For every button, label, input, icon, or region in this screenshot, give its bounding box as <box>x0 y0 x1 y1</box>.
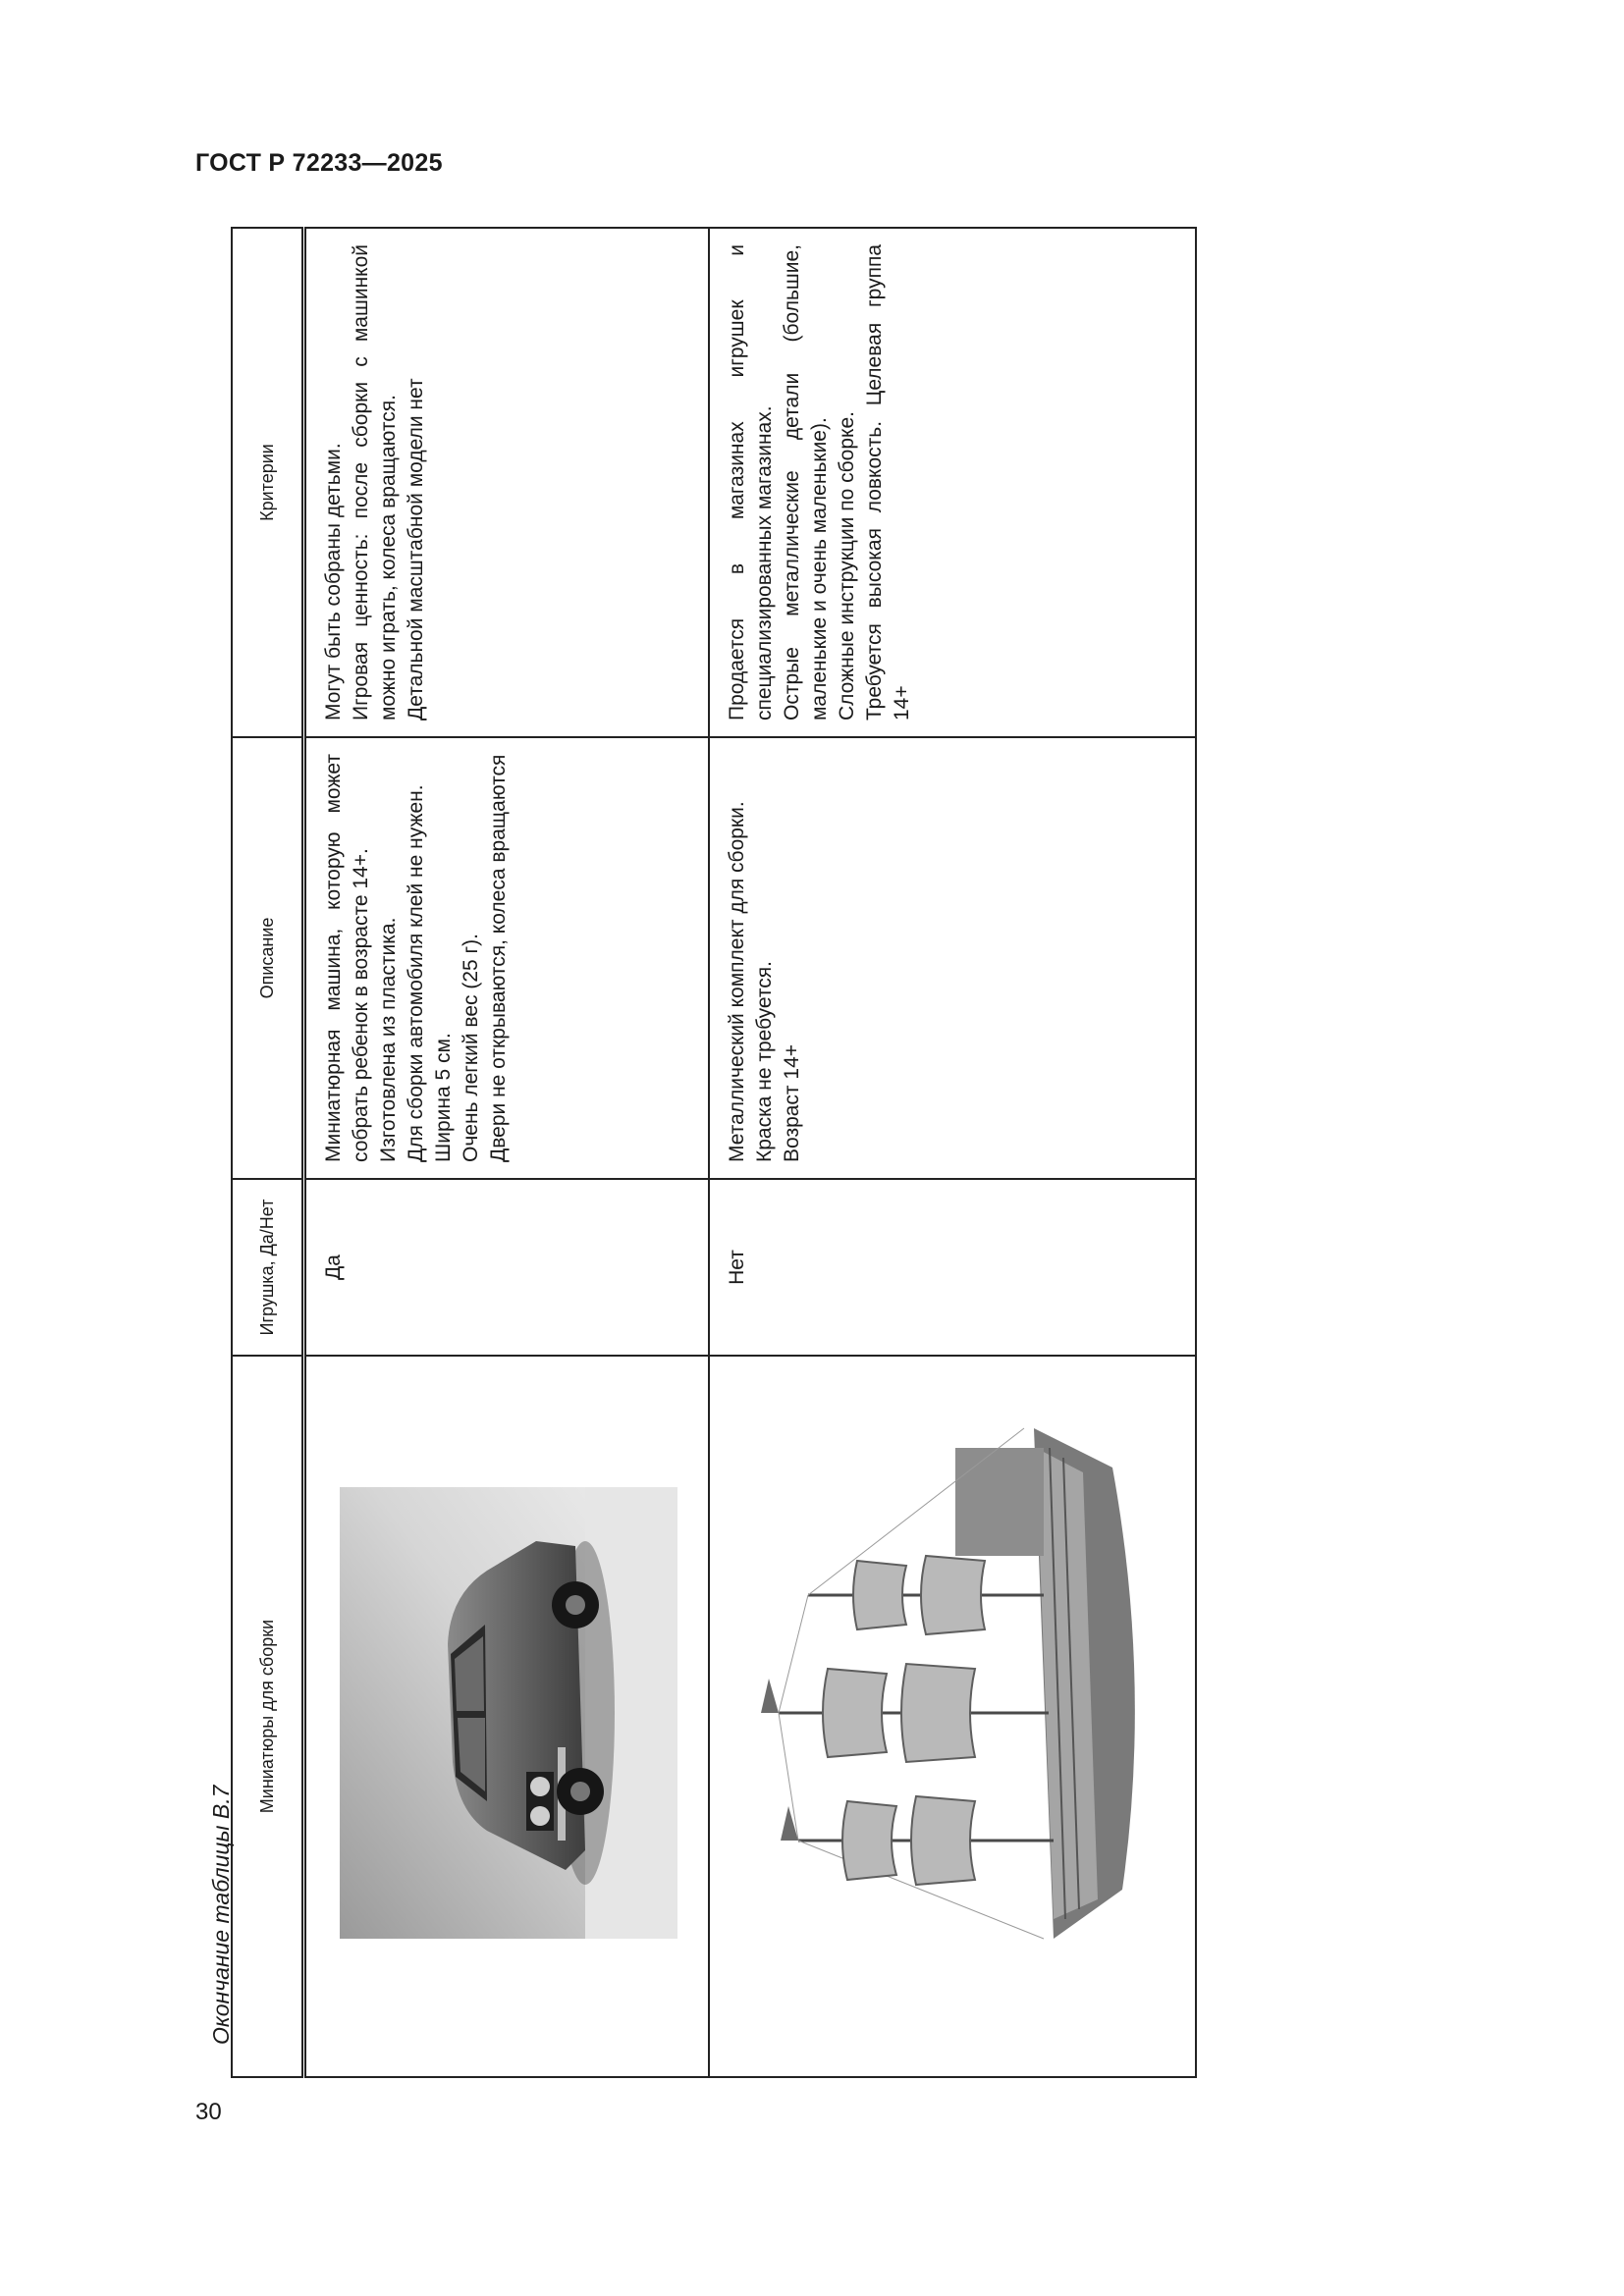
description-cell <box>304 737 709 1179</box>
miniatures-table <box>231 227 1197 2078</box>
document-id: ГОСТ Р 72233—2025 <box>195 149 443 177</box>
description-line: Изготовлена из пластика. <box>377 917 400 1162</box>
page-number: 30 <box>195 2099 222 2125</box>
description-line: Ширина 5 см. <box>432 1033 455 1162</box>
description-line: Возраст 14+ <box>780 1043 803 1162</box>
description-line: Металлический комплект для сборки. <box>725 801 748 1162</box>
criteria-line: Острые металлические детали (большие, маленькие и очень маленькие). <box>780 244 831 721</box>
description-line: Двери не открываются, колеса вращаются <box>487 754 510 1162</box>
description-line: Очень легкий вес (25 г). <box>460 933 482 1162</box>
criteria-line: Требуется высокая ловкость. Целевая группа 14+ <box>862 244 913 721</box>
col-header-description: Описание <box>232 737 304 1179</box>
criteria-line: Могут быть собраны детьми. <box>322 443 345 721</box>
criteria-line: Детальной масштабной модели нет <box>405 378 427 721</box>
criteria-line: Игровая ценность: после сборки с машинкой можно играть, колеса вращаются. <box>350 244 400 721</box>
description-cell <box>709 737 1196 1179</box>
toy-cell <box>709 1179 1196 1356</box>
miniature-car-photo <box>340 1487 677 1939</box>
rotated-table-wrapper <box>231 229 1197 2078</box>
criteria-cell <box>304 228 709 737</box>
toy-cell <box>304 1179 709 1356</box>
table-caption: Окончание таблицы В.7 <box>208 1785 234 2045</box>
criteria-line: Продается в магазинах игрушек и специализированных магазинах. <box>725 244 776 721</box>
toy-value: Нет <box>725 1250 748 1285</box>
description-line: Краска не требуется. <box>752 960 776 1162</box>
toy-value: Да <box>322 1255 345 1280</box>
col-header-miniatures: Миниатюры для сборки <box>232 1356 304 2077</box>
col-header-toy: Игрушка, Да/Нет <box>232 1179 304 1356</box>
metal-ship-model-photo <box>759 1389 1171 1978</box>
image-cell <box>304 1356 709 2077</box>
criteria-cell <box>709 228 1196 737</box>
description-line: Для сборки автомобиля клей не нужен. <box>405 784 427 1162</box>
image-cell <box>709 1356 1196 2077</box>
table-row <box>709 228 1196 2077</box>
criteria-line: Сложные инструкции по сборке. <box>835 411 858 721</box>
table-row <box>304 228 709 2077</box>
col-header-criteria: Критерии <box>232 228 304 737</box>
table-header-row <box>232 228 304 2077</box>
description-line: Миниатюрная машина, которую может собрать ребенок в возрасте 14+. <box>322 754 372 1162</box>
